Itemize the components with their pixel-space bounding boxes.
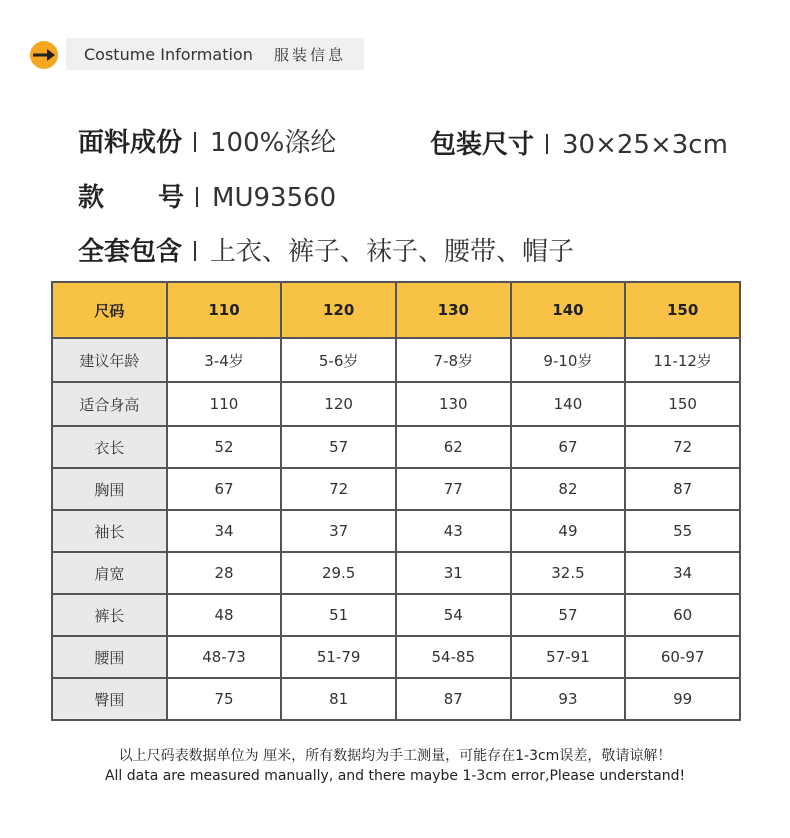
table-cell: 34	[625, 552, 740, 594]
table-header-cell: 140	[511, 282, 626, 338]
material-value: 100%涤纶	[210, 128, 337, 158]
table-cell: 7-8岁	[396, 338, 511, 382]
table-row	[52, 636, 740, 678]
model-key-1: 款	[78, 183, 105, 213]
header-title-en: Costume Information	[84, 45, 253, 64]
table-cell: 110	[167, 382, 282, 426]
table-cell: 37	[281, 510, 396, 552]
model-value: MU93560	[212, 183, 337, 213]
table-cell: 99	[625, 678, 740, 720]
table-header-cell: 150	[625, 282, 740, 338]
table-row	[52, 468, 740, 510]
package-value: 30×25×3cm	[562, 130, 728, 160]
row-label: 建议年龄	[52, 338, 167, 382]
table-cell: 150	[625, 382, 740, 426]
table-cell: 57	[281, 426, 396, 468]
table-cell: 57	[511, 594, 626, 636]
row-label: 裤长	[52, 594, 167, 636]
table-header-row	[52, 282, 740, 338]
table-cell: 93	[511, 678, 626, 720]
header-label-box	[66, 38, 364, 70]
table-cell: 32.5	[511, 552, 626, 594]
separator	[196, 187, 198, 207]
table-cell: 62	[396, 426, 511, 468]
table-cell: 48-73	[167, 636, 282, 678]
separator	[194, 132, 196, 152]
table-cell: 77	[396, 468, 511, 510]
table-cell: 51	[281, 594, 396, 636]
table-cell: 11-12岁	[625, 338, 740, 382]
table-cell: 87	[625, 468, 740, 510]
model-line	[78, 177, 336, 214]
table-cell: 75	[167, 678, 282, 720]
table-header-cell: 130	[396, 282, 511, 338]
table-row	[52, 382, 740, 426]
table-cell: 49	[511, 510, 626, 552]
note-zh: 以上尺码表数据单位为 厘米，所有数据均为手工测量，可能存在1-3cm误差，敬请谅解！	[118, 748, 672, 764]
table-row	[52, 552, 740, 594]
row-label: 腰围	[52, 636, 167, 678]
set-line	[78, 231, 574, 268]
table-row	[52, 510, 740, 552]
table-cell: 51-79	[281, 636, 396, 678]
table-cell: 9-10岁	[511, 338, 626, 382]
row-label: 胸围	[52, 468, 167, 510]
arrow-right-icon	[30, 41, 58, 69]
row-label: 适合身高	[52, 382, 167, 426]
material-line	[78, 122, 336, 159]
table-cell: 60	[625, 594, 740, 636]
table-header-cell: 110	[167, 282, 282, 338]
row-label: 衣长	[52, 426, 167, 468]
table-row	[52, 678, 740, 720]
table-row	[52, 426, 740, 468]
table-cell: 72	[281, 468, 396, 510]
table-header-cell: 120	[281, 282, 396, 338]
table-cell: 120	[281, 382, 396, 426]
table-cell: 48	[167, 594, 282, 636]
table-cell: 82	[511, 468, 626, 510]
note-en: All data are measured manually, and there maybe 1-3cm error,Please understand!	[104, 768, 686, 784]
table-cell: 81	[281, 678, 396, 720]
table-cell: 140	[511, 382, 626, 426]
table-cell: 87	[396, 678, 511, 720]
model-key-2: 号	[158, 183, 185, 213]
material-key: 面料成份	[78, 128, 183, 158]
table-cell: 28	[167, 552, 282, 594]
row-label: 臀围	[52, 678, 167, 720]
set-key: 全套包含	[78, 237, 183, 267]
table-cell: 55	[625, 510, 740, 552]
table-cell: 60-97	[625, 636, 740, 678]
row-label: 袖长	[52, 510, 167, 552]
table-row	[52, 338, 740, 382]
table-cell: 3-4岁	[167, 338, 282, 382]
table-cell: 43	[396, 510, 511, 552]
package-key: 包装尺寸	[430, 130, 535, 160]
table-row	[52, 594, 740, 636]
size-table	[51, 281, 741, 721]
set-value: 上衣、裤子、袜子、腰带、帽子	[210, 237, 575, 267]
table-cell: 5-6岁	[281, 338, 396, 382]
table-cell: 29.5	[281, 552, 396, 594]
table-cell: 57-91	[511, 636, 626, 678]
header-title-zh: 服装信息	[274, 46, 347, 64]
table-cell: 54	[396, 594, 511, 636]
table-cell: 52	[167, 426, 282, 468]
table-cell: 130	[396, 382, 511, 426]
table-cell: 67	[167, 468, 282, 510]
table-cell: 31	[396, 552, 511, 594]
table-cell: 54-85	[396, 636, 511, 678]
table-cell: 72	[625, 426, 740, 468]
table-cell: 67	[511, 426, 626, 468]
package-line	[430, 124, 728, 161]
row-label: 肩宽	[52, 552, 167, 594]
separator	[194, 241, 196, 261]
table-header-cell: 尺码	[52, 282, 167, 338]
separator	[546, 134, 548, 154]
table-cell: 34	[167, 510, 282, 552]
